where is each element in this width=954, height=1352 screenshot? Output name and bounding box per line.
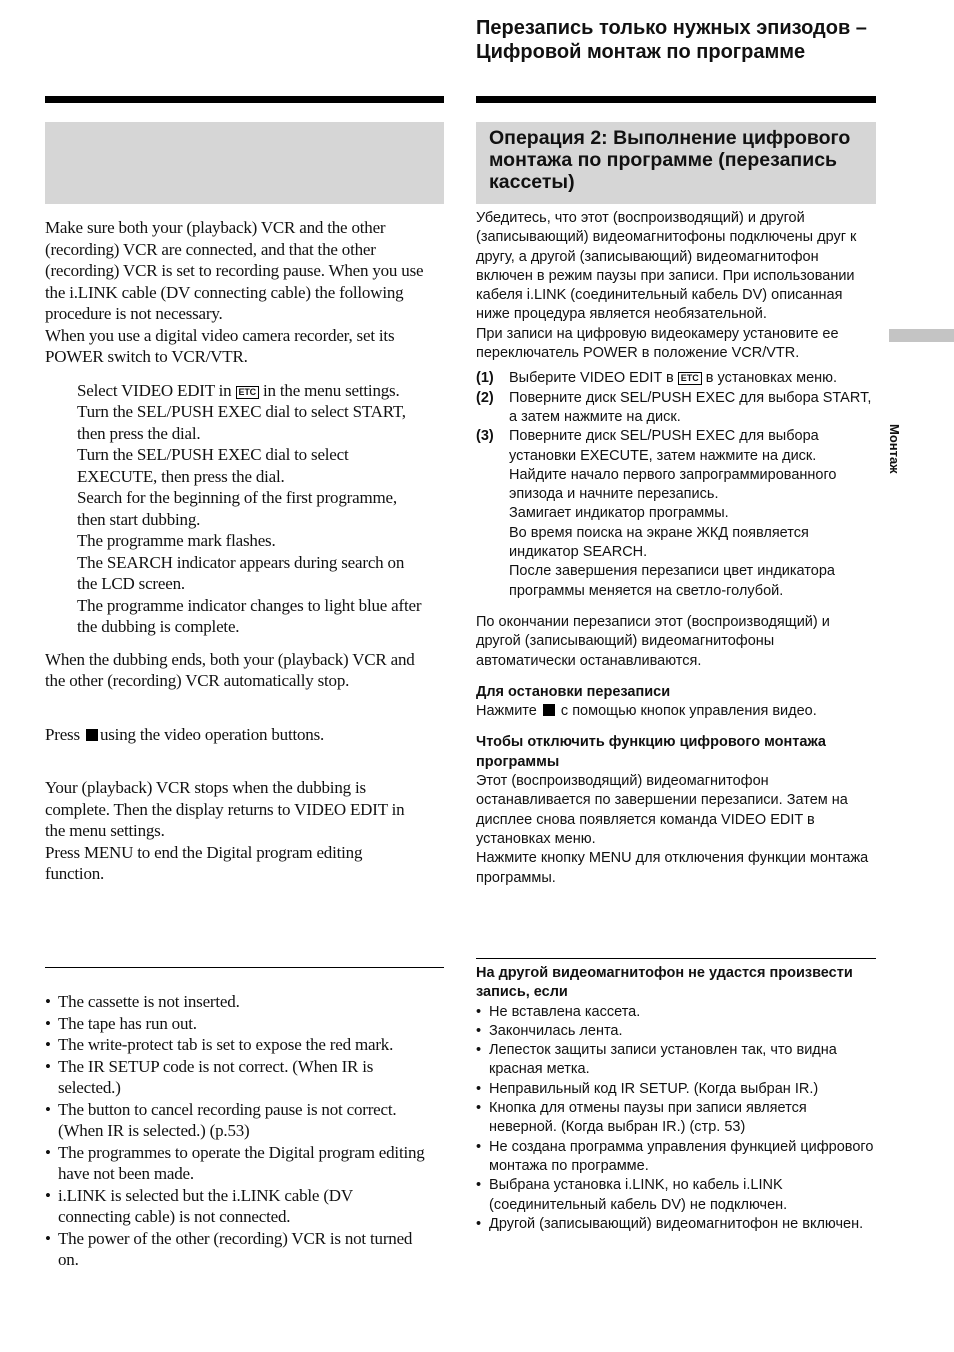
- step-3-note: После завершения перезаписи цвет индикатора программы меняется на светло-голубой.: [509, 563, 835, 599]
- stop-icon: [86, 729, 98, 741]
- step-1: (1) Выберите VIDEO EDIT в ETC в установках меню.: [476, 370, 838, 387]
- list-item: • The power of the other (recording) VCR is not turned on.: [45, 1228, 425, 1271]
- step-3-note: The programme indicator changes to light blue after the dubbing is complete.: [77, 595, 422, 636]
- list-item: • Не вставлена кассета.: [476, 1003, 876, 1022]
- intro-paragraph: When you use a digital video camera recorder, set its POWER switch to VCR/VTR.: [45, 325, 395, 366]
- cancel-paragraph: Your (playback) VCR stops when the dubbing is complete. Then the display returns to VIDEO EDIT in the menu settings.: [45, 778, 405, 840]
- left-section-box: [45, 122, 444, 204]
- right-heading-rule: [476, 96, 876, 103]
- side-tab-label: Монтаж: [887, 424, 902, 474]
- stop-paragraph: Нажмите с помощью кнопок управления видео.: [476, 703, 817, 720]
- step-3: Turn the SEL/PUSH EXEC dial to select EXECUTE, then press the dial.: [77, 445, 349, 486]
- list-item: • Закончилась лента.: [476, 1022, 876, 1041]
- right-section-box: [476, 122, 876, 204]
- intro-paragraph: Убедитесь, что этот (воспроизводящий) и другой (записывающий) видеомагнитофоны подключены друг к другу, а другой (записывающий) видеомагнитофон включен в режим паузы при записи. При использовании кабеля i.LINK (соединительный кабель DV) описанная ниже процедура является необязательной.: [476, 210, 857, 323]
- cancel-heading: Чтобы отключить функцию цифрового монтажа программы: [476, 734, 826, 770]
- stop-paragraph: Press using the video operation buttons.: [45, 724, 325, 744]
- after-paragraph: По окончании перезаписи этот (воспроизводящий) и другой (записывающий) видеомагнитофоны автоматически останавливаются.: [476, 613, 830, 669]
- list-item: • The cassette is not inserted.: [45, 991, 425, 1013]
- steps-list: [45, 380, 425, 638]
- section-title: Операция 2: Выполнение цифрового монтажа по программе (перезапись кассеты): [489, 127, 851, 193]
- etc-icon: ETC: [236, 386, 259, 399]
- stop-icon: [543, 704, 555, 716]
- step-2: Turn the SEL/PUSH EXEC dial to select START, then press the dial.: [77, 402, 406, 443]
- list-item: • The IR SETUP code is not correct. (When IR is selected.): [45, 1056, 425, 1099]
- step-3-note: The SEARCH indicator appears during search on the LCD screen.: [77, 552, 405, 593]
- stop-heading: Для остановки перезаписи: [476, 683, 671, 700]
- etc-icon: ETC: [678, 372, 702, 385]
- cancel-paragraph: Press MENU to end the Digital program editing function.: [45, 842, 363, 883]
- list-item: • Выбрана установка i.LINK, но кабель i.LINK (соединительный кабель DV) не подключен.: [476, 1176, 876, 1215]
- list-item: • The button to cancel recording pause is not correct. (When IR is selected.) (p.53): [45, 1099, 425, 1142]
- step-3-note: Во время поиска на экране ЖКД появляется индикатор SEARCH.: [509, 524, 809, 561]
- list-item: • Не создана программа управления функцией цифрового монтажа по программе.: [476, 1138, 876, 1177]
- step-1: Select VIDEO EDIT in ETC in the menu settings.: [77, 380, 400, 400]
- left-divider: [45, 967, 444, 968]
- step-2: (2) Поверните диск SEL/PUSH EXEC для выбора START, а затем нажмите на диск.: [476, 389, 872, 425]
- left-heading-rule: [45, 96, 444, 103]
- fail-heading: На другой видеомагнитофон не удастся произвести запись, если: [476, 965, 853, 1001]
- after-paragraph: When the dubbing ends, both your (playback) VCR and the other (recording) VCR automatically stop.: [45, 649, 415, 690]
- english-fail-list: [45, 991, 425, 1271]
- page-title: Перезапись только нужных эпизодов – Цифровой монтаж по программе: [476, 17, 867, 63]
- english-column: [45, 217, 425, 885]
- right-divider: [476, 958, 876, 959]
- cancel-paragraph: Этот (воспроизводящий) видеомагнитофон останавливается по завершении перезаписи. Затем на дисплее снова появляется команда VIDEO EDIT в установках меню.: [476, 773, 848, 847]
- step-3: (3) Поверните диск SEL/PUSH EXEC для выбора установки EXECUTE, затем нажмите на диск.: [476, 428, 819, 464]
- intro-paragraph: При записи на цифровую видеокамеру установите ее переключатель POWER в положение VCR/VTR.: [476, 325, 839, 362]
- step-3-note: Замигает индикатор программы.: [509, 505, 729, 522]
- section-tab-marker: [889, 329, 954, 342]
- list-item: • Неправильный код IR SETUP. (Когда выбран IR.): [476, 1080, 876, 1099]
- list-item: • i.LINK is selected but the i.LINK cable (DV connecting cable) is not connected.: [45, 1185, 425, 1228]
- list-item: • The programmes to operate the Digital program editing have not been made.: [45, 1142, 425, 1185]
- russian-fail-list: [476, 964, 876, 1234]
- list-item: • Кнопка для отмены паузы при записи является неверной. (Когда выбран IR.) (стр. 53): [476, 1099, 876, 1138]
- step-3-note: The programme mark flashes.: [77, 531, 276, 550]
- list-item: • Другой (записывающий) видеомагнитофон не включен.: [476, 1215, 876, 1234]
- step-3-note: Найдите начало первого запрограммированного эпизода и начните перезапись.: [509, 466, 837, 503]
- cancel-paragraph: Нажмите кнопку MENU для отключения функции монтажа программы.: [476, 850, 869, 886]
- step-3-note: Search for the beginning of the first programme, then start dubbing.: [77, 488, 397, 529]
- steps-list: [476, 369, 876, 601]
- list-item: • The tape has run out.: [45, 1013, 425, 1035]
- intro-paragraph: Make sure both your (playback) VCR and the other (recording) VCR are connected, and that the other (recording) VCR is set to recording pause. When you use the i.LINK cable (DV connecting cable) the following procedure is not necessary.: [45, 218, 424, 323]
- russian-column: [476, 209, 876, 888]
- list-item: • The write-protect tab is set to expose the red mark.: [45, 1034, 425, 1056]
- list-item: • Лепесток защиты записи установлен так, что видна красная метка.: [476, 1041, 876, 1080]
